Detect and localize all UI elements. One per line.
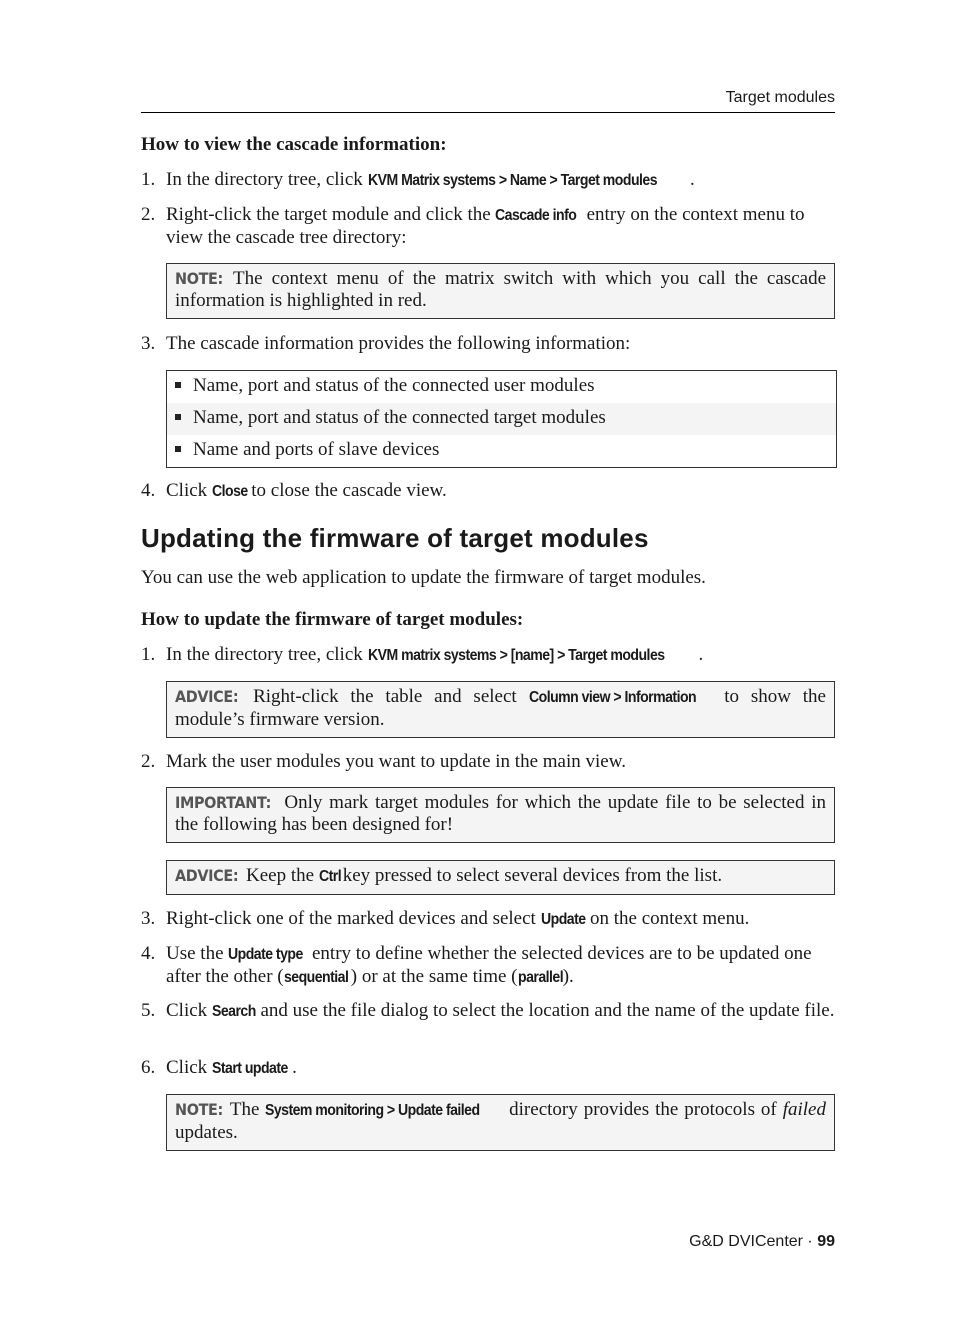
advice-label: ADVICE: — [175, 866, 239, 885]
step-number: 4. — [141, 480, 156, 501]
ui-button-name: Close — [211, 483, 248, 500]
cascade-howto-heading: How to view the cascade information: — [141, 134, 447, 155]
step-number: 1. — [141, 169, 156, 190]
ui-entry: Update type — [228, 946, 304, 963]
ui-path: Column view > Information — [528, 689, 696, 706]
ui-key-name: Ctrl — [318, 868, 341, 885]
ui-button-name: Search — [211, 1003, 256, 1020]
ui-path: KVM Matrix systems > Name > Target modules — [367, 172, 657, 189]
step-number: 5. — [141, 1000, 156, 1021]
step-number: 3. — [141, 908, 156, 929]
advice-box-2: ADVICE: Keep the Ctrl key pressed to select several devices from the list. — [166, 860, 835, 895]
list-item: Name and ports of slave devices — [167, 435, 836, 467]
list-item: Name, port and status of the connected target modules — [167, 403, 836, 435]
firmware-intro: You can use the web application to update the firmware of target modules. — [141, 567, 706, 588]
firmware-howto-heading: How to update the firmware of target modules: — [141, 609, 524, 630]
cascade-note-box: NOTE: The context menu of the matrix switch with which you call the cascade information is highlighted in red. — [166, 263, 835, 319]
ui-path: System monitoring > Update failed — [265, 1102, 480, 1119]
important-label: IMPORTANT: — [175, 793, 272, 812]
cascade-info-list — [166, 370, 837, 468]
page-footer — [689, 1233, 835, 1251]
advice-label: ADVICE: — [175, 687, 239, 706]
note-label: NOTE: — [175, 269, 223, 288]
running-header: Target modules — [725, 89, 835, 106]
list-item: Name, port and status of the connected user modules — [167, 371, 836, 403]
bullet-icon — [175, 382, 181, 388]
step-number: 3. — [141, 333, 156, 354]
step-number: 1. — [141, 644, 156, 665]
bullet-icon — [175, 446, 181, 452]
note-label: NOTE: — [175, 1100, 223, 1119]
section-heading: Updating the firmware of target modules — [141, 523, 649, 553]
bullet-icon — [175, 414, 181, 420]
ui-option: sequential — [283, 969, 349, 986]
important-box: IMPORTANT: Only mark target modules for which the update file to be selected in the following has been designed for! — [166, 787, 835, 843]
ui-entry: Cascade info — [495, 207, 577, 224]
step-number: 2. — [141, 751, 156, 772]
header-rule — [141, 112, 835, 113]
ui-option: parallel — [517, 969, 563, 986]
ui-menu-entry: Update — [540, 911, 586, 928]
step-number: 6. — [141, 1057, 156, 1078]
advice-box-1: ADVICE: Right-click the table and select Column view > Information to show the module’s firmware version. — [166, 681, 835, 738]
step-number: 4. — [141, 943, 156, 964]
ui-path: KVM matrix systems > [name] > Target modules — [367, 647, 665, 664]
ui-button-name: Start update — [211, 1060, 288, 1077]
step-number: 2. — [141, 204, 156, 225]
page-number: 99 — [817, 1233, 835, 1250]
footer-product: G&D DVICenter · — [689, 1233, 818, 1250]
firmware-note-box: NOTE: The System monitoring > Update failed directory provides the protocols of failed updates. — [166, 1094, 835, 1151]
